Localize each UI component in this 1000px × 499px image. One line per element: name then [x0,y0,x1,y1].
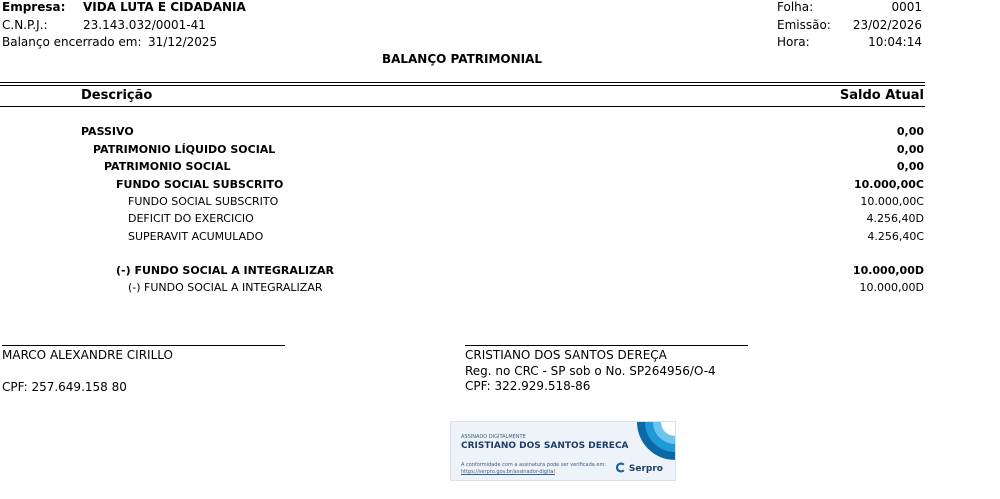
table-row [0,280,1000,295]
cnpj-label: C.N.P.J.: [2,18,48,32]
signatory-crc: Reg. no CRC - SP sob o No. SP264956/O-4 [465,364,716,378]
table-row [0,177,1000,192]
row-value: 10.000,00D [852,264,924,277]
hora-label: Hora: [777,35,810,49]
signature-line-right [465,345,748,346]
row-value: 0,00 [896,125,924,138]
row-description: FUNDO SOCIAL SUBSCRITO [128,195,279,208]
rule-top-double [0,85,925,86]
report-title: BALANÇO PATRIMONIAL [381,52,543,66]
hora-value: 10:04:14 [868,35,922,49]
serpro-logo-text: Serpro [628,464,663,474]
row-description: PATRIMONIO LÍQUIDO SOCIAL [93,143,276,156]
row-description: (-) FUNDO SOCIAL A INTEGRALIZAR [116,264,334,277]
signatory-name-right: CRISTIANO DOS SANTOS DEREÇA [465,348,667,362]
table-row [0,124,1000,139]
table-row [0,142,1000,157]
stamp-note-link[interactable]: https://serpro.gov.br/assinador-digital [461,469,555,475]
emissao-label: Emissão: [777,18,831,32]
row-description: PASSIVO [81,125,134,138]
signatory-cpf-right: CPF: 322.929.518-86 [465,379,591,393]
row-value: 0,00 [896,160,924,173]
row-value: 10.000,00C [860,195,924,208]
empresa-label: Empresa: [2,0,66,14]
column-header-description: Descrição [81,88,153,103]
empresa-value: VIDA LUTA E CIDADANIA [83,0,246,14]
column-header-saldo: Saldo Atual [839,88,924,103]
signatory-cpf-left: CPF: 257.649.158 80 [2,380,127,394]
table-row [0,159,1000,174]
emissao-value: 23/02/2026 [852,18,922,32]
rule-top [0,82,925,83]
cnpj-value: 23.143.032/0001-41 [83,18,206,32]
row-value: 10.000,00D [859,281,924,294]
folha-label: Folha: [777,0,814,14]
table-row [0,194,1000,209]
row-description: FUNDO SOCIAL SUBSCRITO [116,178,284,191]
row-description: PATRIMONIO SOCIAL [104,160,231,173]
stamp-signer-name: CRISTIANO DOS SANTOS DERECA [461,441,629,451]
balanco-date: 31/12/2025 [148,35,218,49]
stamp-caption: ASSINADO DIGITALMENTE [461,434,526,440]
row-description: SUPERAVIT ACUMULADO [128,230,264,243]
serpro-logo [615,462,663,474]
row-value: 4.256,40D [866,212,924,225]
serpro-logo-icon [615,462,626,473]
stamp-note-line1: A conformidade com a assinatura pode ser verificada em: [461,462,607,468]
signature-line-left [2,345,285,346]
row-value: 0,00 [896,143,924,156]
table-row [0,263,1000,278]
row-description: (-) FUNDO SOCIAL A INTEGRALIZAR [128,281,323,294]
table-row [0,211,1000,226]
folha-value: 0001 [891,0,922,14]
row-value: 4.256,40C [867,230,924,243]
table-row [0,229,1000,244]
digital-signature-stamp [450,421,676,481]
row-value: 10.000,00C [853,178,924,191]
signatory-name-left: MARCO ALEXANDRE CIRILLO [2,348,173,362]
balanco-label: Balanço encerrado em: [2,35,142,49]
row-description: DEFICIT DO EXERCICIO [128,212,254,225]
rule-header-bottom [0,106,925,107]
